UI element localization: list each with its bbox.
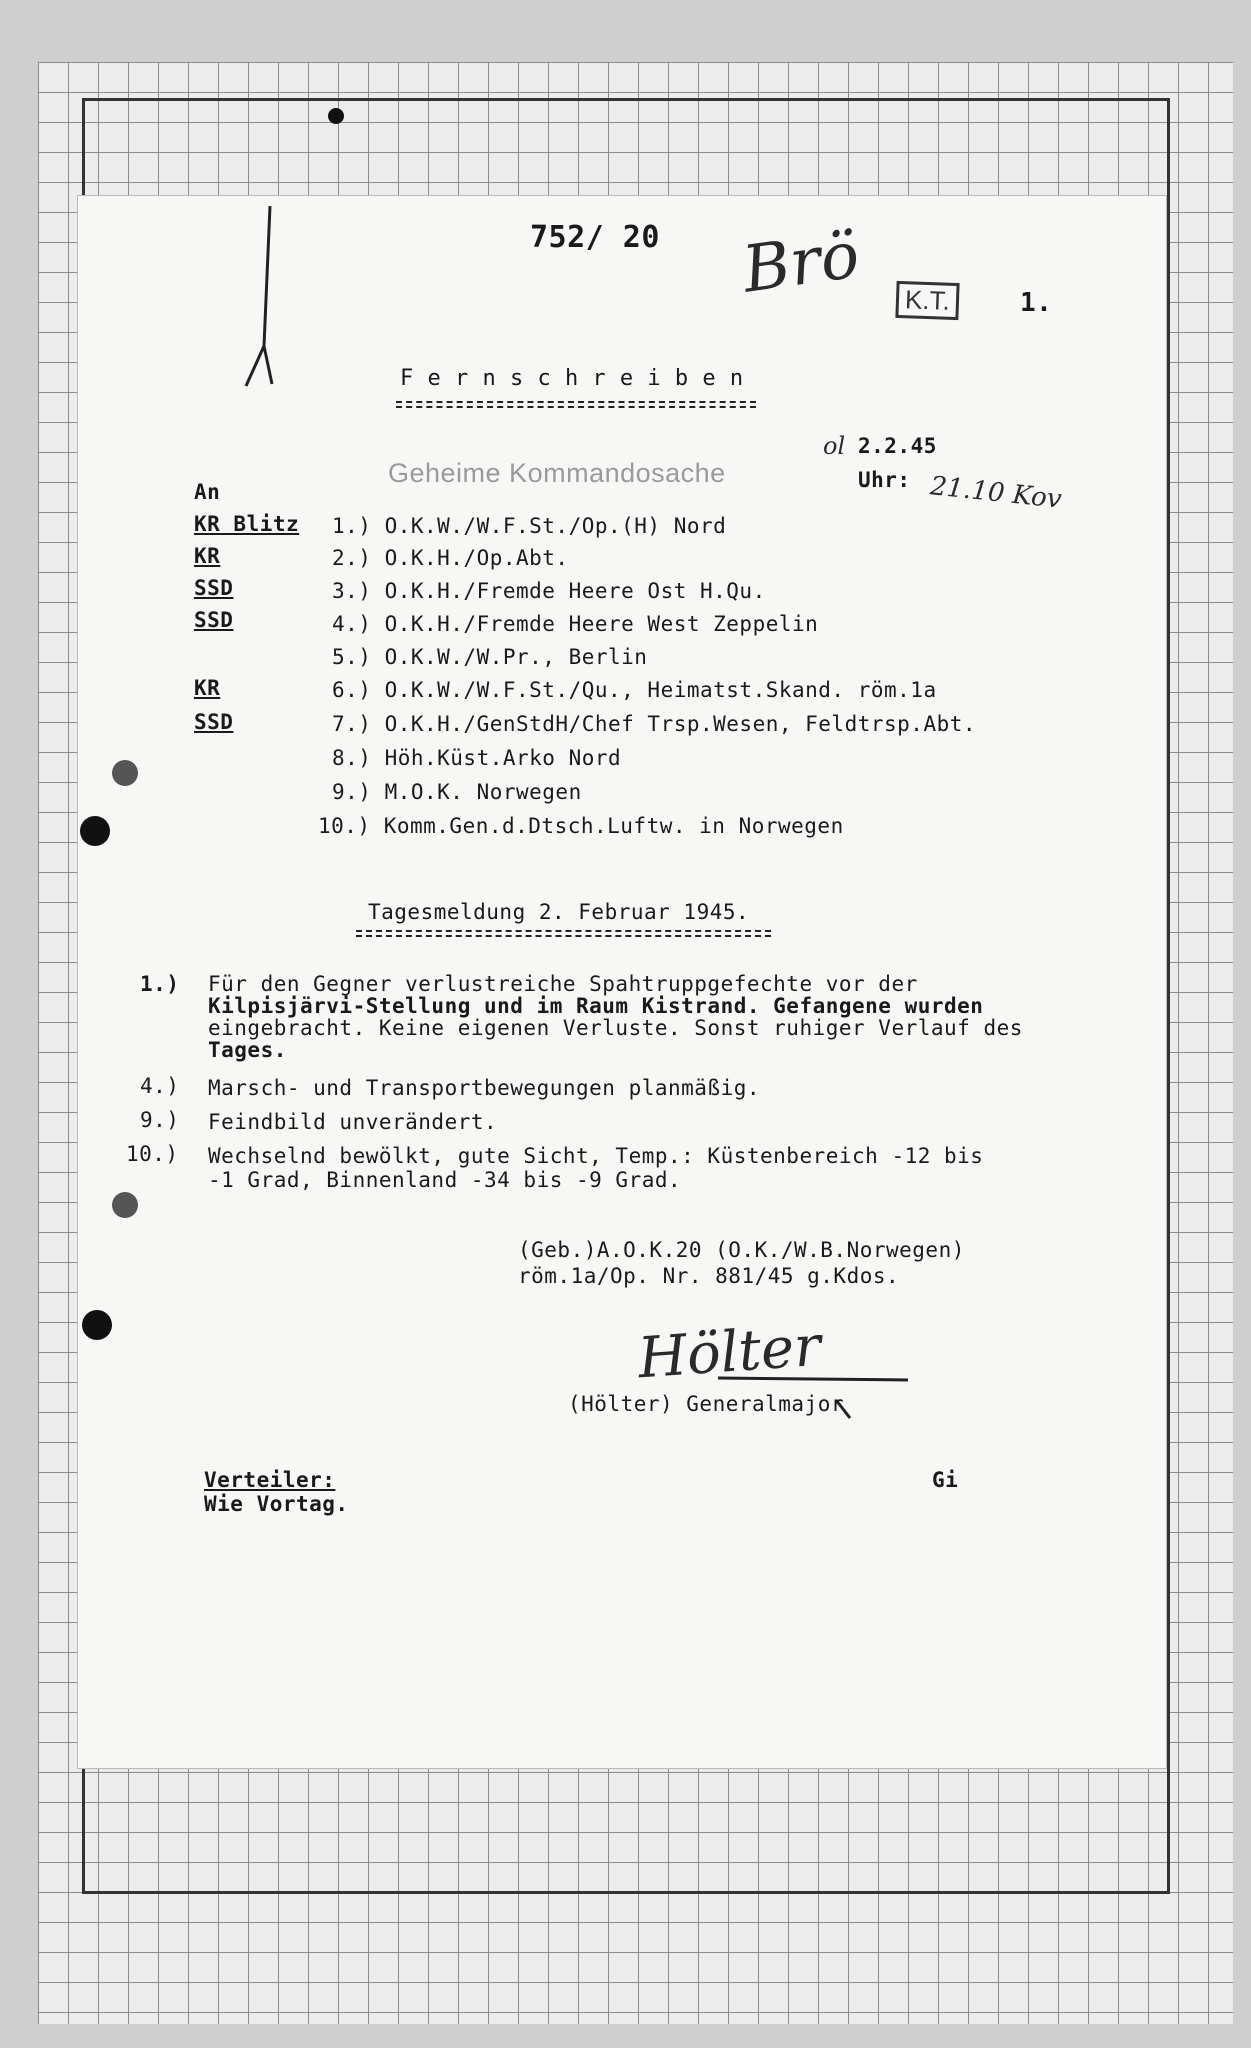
recipients-label: An: [194, 480, 221, 504]
priority-marker: KR: [194, 544, 221, 568]
item-number: 9.): [140, 1108, 180, 1132]
telegram-page: [78, 196, 1166, 1768]
tick-mark: [228, 206, 288, 396]
recipient-line: 3.) O.K.H./Fremde Heere Ost H.Qu.: [332, 579, 766, 603]
item-line: eingebracht. Keine eigenen Verluste. Sonst ruhiger Verlauf des: [208, 1016, 1023, 1040]
priority-marker: SSD: [194, 710, 234, 734]
title-underline: [396, 401, 756, 408]
recipient-line: 4.) O.K.H./Fremde Heere West Zeppelin: [332, 612, 819, 636]
recipient-line: 10.) Komm.Gen.d.Dtsch.Luftw. in Norwegen: [318, 814, 844, 838]
recipient-line: 2.) O.K.H./Op.Abt.: [332, 546, 569, 570]
item-line: Tages.: [208, 1038, 287, 1062]
document-title: F e r n s c h r e i b e n: [400, 366, 744, 391]
item-line: -1 Grad, Binnenland -34 bis -9 Grad.: [208, 1168, 682, 1192]
recipient-line: 9.) M.O.K. Norwegen: [332, 780, 582, 804]
time-label: Uhr:: [858, 468, 911, 492]
priority-marker: KR Blitz: [194, 512, 300, 536]
reference-line: röm.1a/Op. Nr. 881/45 g.Kdos.: [518, 1264, 900, 1288]
recipient-line: 5.) O.K.W./W.Pr., Berlin: [332, 645, 648, 669]
handwritten-mark-bro: Brö: [738, 218, 864, 308]
item-line: Kilpisjärvi-Stellung und im Raum Kistrand. Gefangene wurden: [208, 994, 984, 1018]
item-line: Für den Gegner verlustreiche Spahtruppgefechte vor der: [208, 972, 918, 996]
document-number: 752/ 20: [530, 220, 660, 255]
typist-initials: Gi: [932, 1468, 959, 1492]
classification-stamp: Geheime Kommandosache: [388, 458, 726, 488]
punch-hole: [112, 1192, 138, 1218]
sender-line: (Geb.)A.O.K.20 (O.K./W.B.Norwegen): [518, 1238, 965, 1262]
item-line: Wechselnd bewölkt, gute Sicht, Temp.: Küstenbereich -12 bis: [208, 1144, 984, 1168]
item-number: 4.): [140, 1074, 180, 1098]
handwritten-initial: ol: [823, 432, 846, 460]
report-heading-underline: [356, 930, 771, 937]
signature: Hölter: [635, 1313, 823, 1392]
item-number: 10.): [126, 1142, 179, 1166]
recipient-line: 8.) Höh.Küst.Arko Nord: [332, 746, 622, 770]
punch-hole: [80, 816, 110, 846]
date-value: 2.2.45: [858, 434, 937, 458]
kt-stamp: K.T.: [895, 281, 959, 320]
grid-dot: [328, 108, 344, 124]
kt-number: 1.: [1020, 288, 1053, 318]
signer-name: (Hölter) Generalmajor: [568, 1392, 845, 1416]
item-line: Feindbild unverändert.: [208, 1110, 498, 1134]
priority-marker: SSD: [194, 608, 234, 632]
recipient-line: 1.) O.K.W./W.F.St./Op.(H) Nord: [332, 514, 727, 538]
time-value-handwritten: 21.10 Kov: [928, 471, 1063, 515]
recipient-line: 6.) O.K.W./W.F.St./Qu., Heimatst.Skand. röm.1a: [332, 678, 937, 702]
punch-hole: [82, 1310, 112, 1340]
distribution-value: Wie Vortag.: [204, 1492, 349, 1516]
priority-marker: SSD: [194, 576, 234, 600]
punch-hole: [112, 760, 138, 786]
item-number: 1.): [140, 972, 180, 996]
distribution-label: Verteiler:: [204, 1468, 336, 1492]
report-heading: Tagesmeldung 2. Februar 1945.: [368, 900, 750, 924]
recipient-line: 7.) O.K.H./GenStdH/Chef Trsp.Wesen, Feldtrsp.Abt.: [332, 712, 977, 736]
item-line: Marsch- und Transportbewegungen planmäßig.: [208, 1076, 761, 1100]
priority-marker: KR: [194, 676, 221, 700]
